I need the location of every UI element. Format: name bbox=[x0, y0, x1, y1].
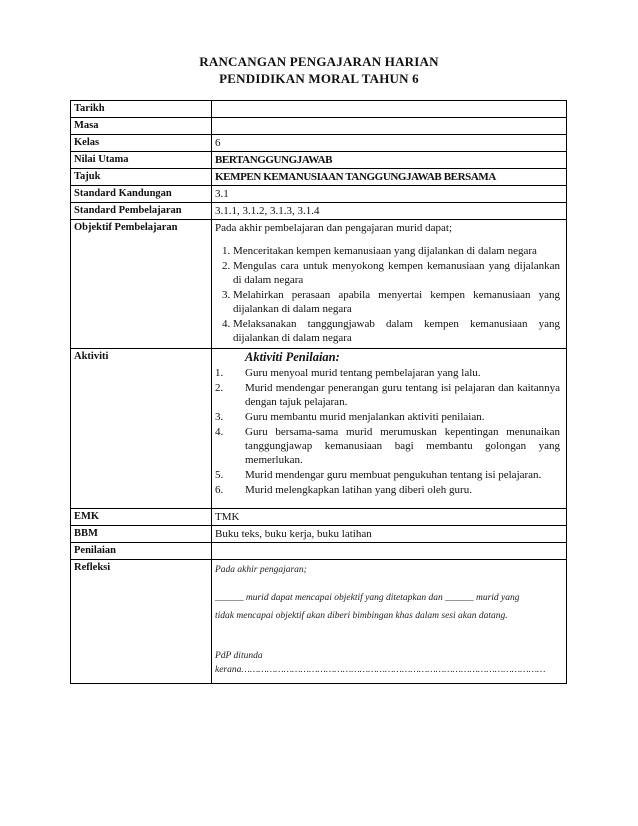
value-standard-pembelajaran: 3.1.1, 3.1.2, 3.1.3, 3.1.4 bbox=[212, 203, 567, 220]
row-standard-pembelajaran bbox=[71, 203, 567, 220]
value-emk: TMK bbox=[212, 509, 567, 526]
value-objektif bbox=[212, 220, 567, 349]
value-nilai-utama: BERTANGGUNGJAWAB bbox=[212, 152, 567, 169]
objektif-item: 3. Melahirkan perasaan apabila menyertai kempen kemanusiaan yang dijalankan di dalam negara bbox=[233, 288, 560, 316]
refleksi-line: ______ murid dapat mencapai objektif yang ditetapkan dan ______ murid yang bbox=[215, 593, 520, 603]
refleksi-line: kerana……………………………………………………………………………………………… bbox=[215, 665, 546, 675]
aktiviti-number: 5. bbox=[215, 469, 224, 481]
aktiviti-text: Murid mendengar guru membuat pengukuhan tentang isi pelajaran. bbox=[245, 469, 542, 481]
label-kelas: Kelas bbox=[71, 135, 212, 152]
aktiviti-text: Murid mendengar penerangan guru tentang isi pelajaran dan kaitannya dengan tajuk pelajaran. bbox=[245, 382, 560, 408]
objektif-item: 4. Melaksanakan tanggungjawab dalam kempen kemanusiaan yang dijalankan di dalam negara bbox=[233, 317, 560, 345]
objektif-intro: Pada akhir pembelajaran dan pengajaran murid dapat; bbox=[215, 222, 453, 234]
aktiviti-item bbox=[215, 410, 560, 424]
aktiviti-list bbox=[215, 366, 560, 497]
label-emk: EMK bbox=[71, 509, 212, 526]
row-bbm bbox=[71, 526, 567, 543]
label-objektif: Objektif Pembelajaran bbox=[71, 220, 212, 349]
aktiviti-number: 3. bbox=[215, 411, 224, 423]
objektif-item: 1. Menceritakan kempen kemanusiaan yang dijalankan di dalam negara bbox=[233, 244, 560, 258]
page-subtitle: PENDIDIKAN MORAL TAHUN 6 bbox=[219, 71, 419, 86]
value-bbm: Buku teks, buku kerja, buku latihan bbox=[212, 526, 567, 543]
label-masa: Masa bbox=[71, 118, 212, 135]
label-refleksi: Refleksi bbox=[71, 560, 212, 684]
aktiviti-number: 6. bbox=[215, 484, 224, 496]
row-refleksi bbox=[71, 560, 567, 684]
row-nilai-utama bbox=[71, 152, 567, 169]
aktiviti-item bbox=[215, 483, 560, 497]
value-tajuk: KEMPEN KEMANUSIAAN TANGGUNGJAWAB BERSAMA bbox=[212, 169, 567, 186]
row-aktiviti bbox=[71, 349, 567, 509]
objektif-item: 2. Mengulas cara untuk menyokong kempen kemanusiaan yang dijalankan di dalam negara bbox=[233, 259, 560, 287]
row-penilaian bbox=[71, 543, 567, 560]
row-emk bbox=[71, 509, 567, 526]
aktiviti-number: 2. bbox=[215, 382, 224, 394]
aktiviti-item bbox=[215, 468, 560, 482]
row-masa bbox=[71, 118, 567, 135]
row-standard-kandungan bbox=[71, 186, 567, 203]
refleksi-line: tidak mencapai objektif akan diberi bimbingan khas dalam sesi akan datang. bbox=[215, 611, 508, 621]
value-refleksi bbox=[212, 560, 567, 684]
row-tarikh bbox=[71, 101, 567, 118]
row-kelas bbox=[71, 135, 567, 152]
value-aktiviti bbox=[212, 349, 567, 509]
aktiviti-number: 1. bbox=[215, 367, 224, 379]
aktiviti-text: Murid melengkapkan latihan yang diberi oleh guru. bbox=[245, 484, 472, 496]
value-penilaian bbox=[212, 543, 567, 560]
aktiviti-text: Guru bersama-sama murid merumuskan kepentingan menunaikan tanggungjawap kemanusiaan bagi membantu golongan yang memerlukan. bbox=[245, 426, 560, 466]
page-title: RANCANGAN PENGAJARAN HARIAN bbox=[199, 54, 439, 69]
objektif-list bbox=[215, 244, 560, 345]
label-aktiviti: Aktiviti bbox=[71, 349, 212, 509]
label-bbm: BBM bbox=[71, 526, 212, 543]
label-tajuk: Tajuk bbox=[71, 169, 212, 186]
aktiviti-heading: Aktiviti Penilaian: bbox=[245, 350, 340, 364]
aktiviti-item bbox=[215, 381, 560, 409]
value-kelas: 6 bbox=[212, 135, 567, 152]
label-tarikh: Tarikh bbox=[71, 101, 212, 118]
label-standard-pembelajaran: Standard Pembelajaran bbox=[71, 203, 212, 220]
value-tarikh bbox=[212, 101, 567, 118]
aktiviti-item bbox=[215, 425, 560, 467]
refleksi-line: PdP ditunda bbox=[215, 651, 263, 661]
aktiviti-number: 4. bbox=[215, 426, 224, 438]
value-standard-kandungan: 3.1 bbox=[212, 186, 567, 203]
refleksi-line: Pada akhir pengajaran; bbox=[215, 565, 307, 575]
aktiviti-item bbox=[215, 366, 560, 380]
label-standard-kandungan: Standard Kandungan bbox=[71, 186, 212, 203]
lesson-plan-table bbox=[70, 100, 567, 684]
value-masa bbox=[212, 118, 567, 135]
label-nilai-utama: Nilai Utama bbox=[71, 152, 212, 169]
aktiviti-text: Guru menyoal murid tentang pembelajaran yang lalu. bbox=[245, 367, 481, 379]
label-penilaian: Penilaian bbox=[71, 543, 212, 560]
aktiviti-text: Guru membantu murid menjalankan aktiviti penilaian. bbox=[245, 411, 485, 423]
row-tajuk bbox=[71, 169, 567, 186]
row-objektif bbox=[71, 220, 567, 349]
